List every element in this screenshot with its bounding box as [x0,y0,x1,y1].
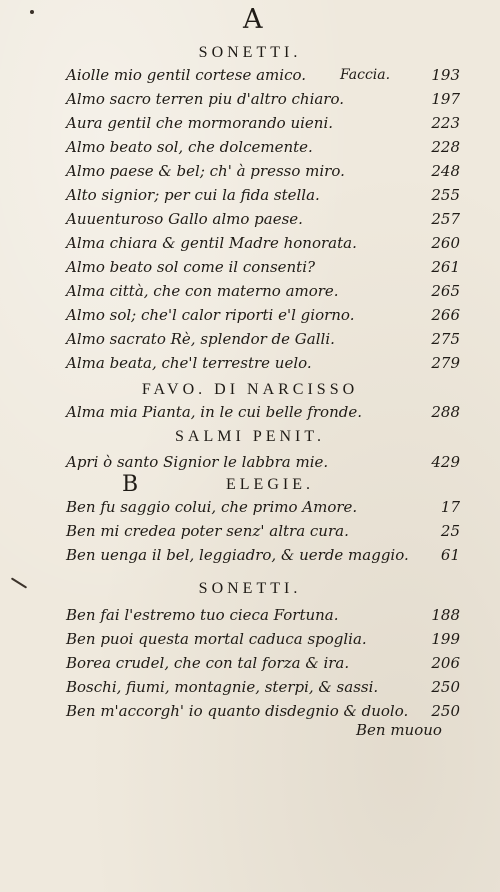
index-entry: Almo sacrato Rè, splendor de Galli. 275 [66,330,460,348]
salmi-heading: SALMI PENIT. [175,428,325,445]
index-entry: Alto signior; per cui la fida stella. 255 [66,186,460,204]
sonetti-heading: SONETTI. [198,44,302,61]
index-entry: Aiolle mio gentil cortese amico. Faccia. 193 [66,66,460,84]
elegie-heading: ELEGIE. [226,476,314,493]
section-letter-a: A [243,4,263,35]
index-entry: Almo sol; che'l calor riporti e'l giorno. 266 [66,306,460,324]
index-entry: Alma mia Pianta, in le cui belle fronde. 288 [66,403,460,421]
index-entry: Boschi, fiumi, montagnie, sterpi, & sassi. 250 [66,678,460,696]
index-entry: Alma beata, che'l terrestre uelo. 279 [66,354,460,372]
section-letter-b: B [122,472,139,497]
index-entry: Aura gentil che mormorando uieni. 223 [66,114,460,132]
index-entry: Almo sacro terren piu d'altro chiaro. 197 [66,90,460,108]
index-entry: Ben m'accorgh' io quanto disdegnio & duolo. 250 [66,702,460,720]
index-entry: Ben mi credea poter senz' altra cura. 25 [66,522,460,540]
catchword: Ben muouo [356,721,442,739]
index-entry: Ben puoi questa mortal caduca spoglia. 199 [66,630,460,648]
index-entry: Apri ò santo Signior le labbra mie. 429 [66,453,460,471]
ink-spot [30,10,34,14]
sonetti-b-heading: SONETTI. [198,580,302,597]
index-entry: Alma chiara & gentil Madre honorata. 260 [66,234,460,252]
index-entry: Alma città, che con materno amore. 265 [66,282,460,300]
index-entry: Ben fu saggio colui, che primo Amore. 17 [66,498,460,516]
index-entry: Ben fai l'estremo tuo cieca Fortuna. 188 [66,606,460,624]
index-entry: Almo beato sol come il consenti? 261 [66,258,460,276]
index-entry: Ben uenga il bel, leggiadro, & uerde maggio. 61 [66,546,460,564]
index-entry: Borea crudel, che con tal forza & ira. 206 [66,654,460,672]
column-label: Faccia. [340,67,391,83]
index-entry: Almo beato sol, che dolcemente. 228 [66,138,460,156]
index-entry: Almo paese & bel; ch' à presso miro. 248 [66,162,460,180]
favo-heading: FAVO. DI NARCISSO [141,381,359,398]
index-entry: Auuenturoso Gallo almo paese. 257 [66,210,460,228]
